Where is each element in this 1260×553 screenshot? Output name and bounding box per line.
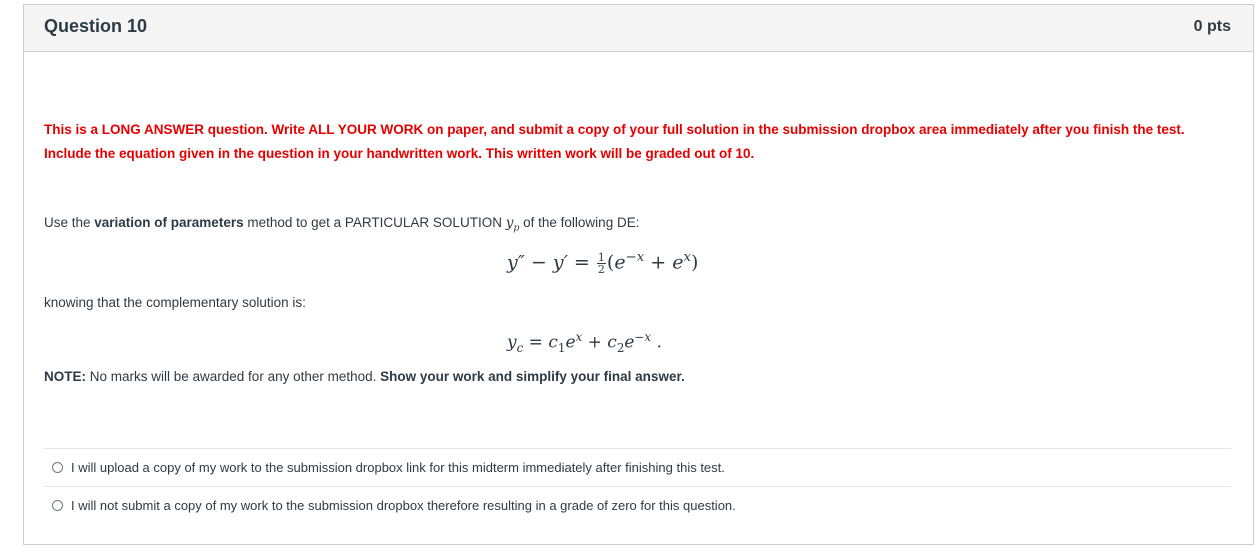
note-label: NOTE:	[44, 369, 86, 384]
question-header	[24, 5, 1253, 52]
question-points: 0 pts	[1193, 18, 1231, 35]
differential-equation: y″ − y′ = $\frac{1}{2}$ $(e^{-x} + e^x)$	[507, 250, 699, 276]
note-text: No marks will be awarded for any other method.	[86, 369, 381, 384]
instructions	[44, 118, 1231, 166]
answer-label-no-submit: I will not submit a copy of my work to the submission dropbox therefore resulting in a grade of zero for this question.	[71, 498, 736, 513]
answer-option-no-submit[interactable]	[44, 487, 1231, 524]
prompt-knowing: knowing that the complementary solution is:	[44, 295, 306, 310]
prompt-use-bold: variation of parameters	[94, 215, 244, 230]
question-body	[44, 51, 1231, 544]
radio-button-upload[interactable]	[52, 462, 63, 473]
prompt-use	[44, 215, 639, 234]
radio-button-no-submit[interactable]	[52, 500, 63, 511]
instructions-line-2: Include the equation given in the question in your handwritten work. This written work will be graded out of 10.	[44, 146, 755, 161]
prompt-use-mid: method to get a PARTICULAR SOLUTION	[243, 215, 506, 230]
particular-solution-var: $y_p$	[505, 215, 520, 234]
answer-label-upload: I will upload a copy of my work to the submission dropbox link for this midterm immediately after finishing this test.	[71, 460, 725, 475]
note-bold: Show your work and simplify your final answer.	[380, 369, 685, 384]
instructions-line-1: This is a LONG ANSWER question. Write ALL YOUR WORK on paper, and submit a copy of your full solution in the submission dropbox area immediately after you finish the test.	[44, 122, 1185, 137]
prompt-note	[44, 369, 685, 384]
prompt-use-suffix: of the following DE:	[519, 215, 640, 230]
prompt-use-prefix: Use the	[44, 215, 95, 230]
question-card	[23, 4, 1254, 545]
complementary-solution: $y_c = c_1e^x + c_2e^{-x}$ .	[507, 330, 662, 356]
answer-option-upload[interactable]	[44, 449, 1231, 487]
question-title: Question 10	[44, 16, 148, 36]
answer-list	[44, 448, 1231, 524]
fraction-one-half: $\frac{1}{2}$	[597, 250, 605, 276]
